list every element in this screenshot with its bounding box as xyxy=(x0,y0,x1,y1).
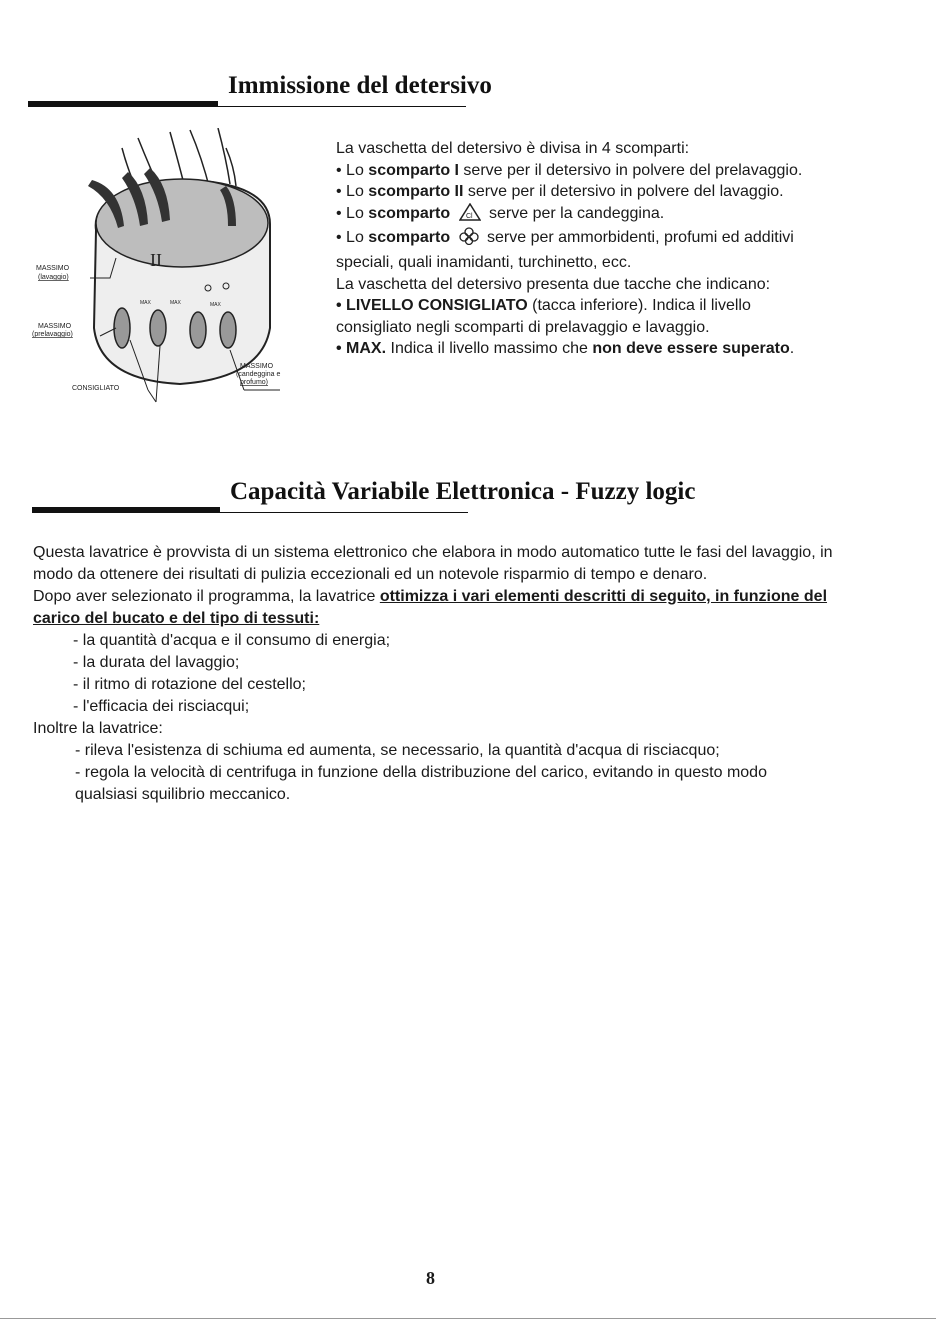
compartment-item-3: • Lo scomparto Cl serve per la candeggina. xyxy=(336,203,824,228)
list-item: - il ritmo di rotazione del cestello; xyxy=(73,676,306,693)
list-item: - la durata del lavaggio; xyxy=(73,654,240,671)
list-item: - l'efficacia dei risciacqui; xyxy=(73,698,250,715)
section-rule-thin xyxy=(218,106,466,107)
intro-text: La vaschetta del detersivo è divisa in 4 scomparti: xyxy=(336,140,690,157)
svg-text:MAX: MAX xyxy=(210,302,221,308)
compartment-item-2: • Lo scomparto II serve per il detersivo in polvere del lavaggio. xyxy=(336,183,784,201)
section-title-fuzzy-logic: Capacità Variabile Elettronica - Fuzzy logic xyxy=(230,478,696,505)
bleach-triangle-icon xyxy=(459,203,481,228)
level-max: • MAX. Indica il livello massimo che non deve essere superato. xyxy=(336,340,795,358)
label-max-bleach-3: profumo) xyxy=(240,379,269,386)
svg-text:Cl: Cl xyxy=(465,212,473,220)
flower-softener-icon xyxy=(459,227,479,252)
notches-intro: La vaschetta del detersivo presenta due tacche che indicano: xyxy=(336,275,771,293)
section-title-detergent: Immissione del detersivo xyxy=(228,72,492,99)
list-item: - la quantità d'acqua e il consumo di energia; xyxy=(73,632,391,649)
label-recommended: CONSIGLIATO xyxy=(72,385,120,392)
paragraph-2: Dopo aver selezionato il programma, la lavatrice ottimizza i vari elementi descritti di seguito, in funzione del carico del bucato e del tipo di tessuti: xyxy=(33,588,828,627)
compartment-item-4: • Lo scomparto serve per ammorbidenti, profumi ed additivi speciali, quali inamidanti, turchinetto, ecc. xyxy=(336,229,794,271)
label-max-prewash-2: (prelavaggio) xyxy=(32,331,73,338)
compartment-item-1: • Lo scomparto I serve per il detersivo in polvere del prelavaggio. xyxy=(336,161,803,179)
label-max-wash-2: (lavaggio) xyxy=(38,274,69,281)
label-max-bleach-2: (candeggina e xyxy=(236,371,281,378)
also-intro: Inoltre la lavatrice: xyxy=(33,720,163,737)
svg-text:MAX: MAX xyxy=(140,300,151,306)
compartment-label: II xyxy=(150,250,162,270)
section-rule-thick xyxy=(28,101,218,107)
label-max-prewash-1: MASSIMO xyxy=(38,323,72,330)
page-bottom-edge xyxy=(0,1318,936,1319)
list-item: - regola la velocità di centrifuga in funzione della distribuzione del carico, evitando in questo modo qualsiasi squilibrio meccanico. xyxy=(75,764,767,803)
list-item: - rileva l'esistenza di schiuma ed aumenta, se necessario, la quantità d'acqua di risciacquo; xyxy=(75,742,720,759)
section-rule-thin xyxy=(220,512,468,513)
page-number: 8 xyxy=(426,1268,435,1288)
section-rule-thick xyxy=(32,507,220,513)
svg-text:MAX: MAX xyxy=(170,300,181,306)
label-max-bleach-1: MASSIMO xyxy=(240,363,274,370)
paragraph-1: Questa lavatrice è provvista di un sistema elettronico che elabora in modo automatico tutte le fasi del lavaggio, in modo da ottenere dei risultati di pulizia eccezionali ed un notevole risparmio di tempo e denaro. xyxy=(33,544,833,583)
fuzzy-logic-description xyxy=(33,542,833,806)
label-max-wash-1: MASSIMO xyxy=(36,265,70,272)
level-recommended: • LIVELLO CONSIGLIATO (tacca inferiore). Indica il livello consigliato negli scomparti di prelavaggio e lavaggio. xyxy=(336,297,751,336)
detergent-instructions xyxy=(336,138,824,360)
detergent-drawer-diagram xyxy=(30,128,320,423)
